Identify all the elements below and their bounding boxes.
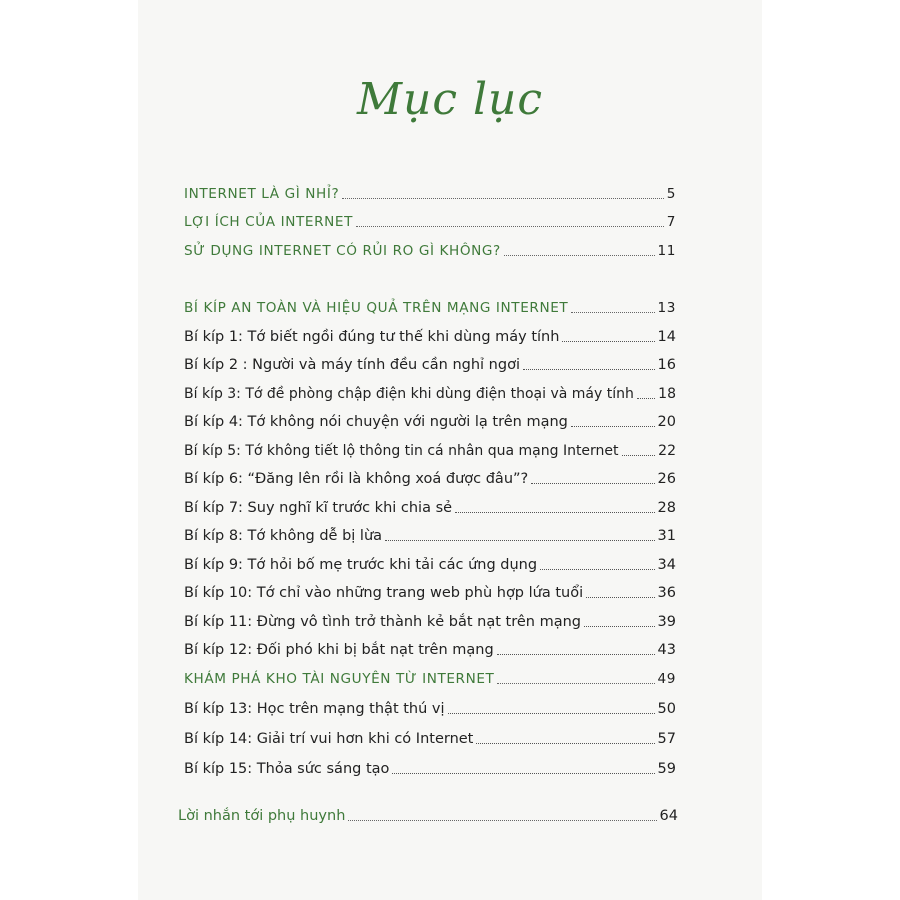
toc-entry-label: Bí kíp 10: Tớ chỉ vào những trang web phù hợp lứa tuổi xyxy=(184,585,584,601)
dot-leader xyxy=(497,654,655,655)
dot-leader xyxy=(476,743,654,744)
toc-entry-bi-kip-15[interactable] xyxy=(184,757,676,779)
toc-entry-page: 31 xyxy=(657,528,676,544)
toc-entry-page: 5 xyxy=(666,186,676,202)
toc-entry-bi-kip-5[interactable] xyxy=(184,439,676,461)
dot-leader xyxy=(392,773,654,774)
toc-entry-page: 50 xyxy=(657,701,676,717)
toc-entry-label: SỬ DỤNG INTERNET CÓ RỦI RO GÌ KHÔNG? xyxy=(184,243,501,259)
toc-entry-page: 34 xyxy=(657,557,676,573)
dot-leader xyxy=(571,426,655,427)
toc-entry-label: Bí kíp 13: Học trên mạng thật thú vị xyxy=(184,701,445,717)
dot-leader xyxy=(540,569,654,570)
toc-entry-page: 7 xyxy=(666,214,676,230)
toc-entry-internet-la-gi[interactable] xyxy=(184,182,676,204)
toc-entry-page: 43 xyxy=(657,642,676,658)
toc-entry-bi-kip-2[interactable] xyxy=(184,353,676,375)
toc-entry-label: Bí kíp 14: Giải trí vui hơn khi có Internet xyxy=(184,731,474,747)
toc-entry-bi-kip-7[interactable] xyxy=(184,496,676,518)
toc-entry-loi-ich[interactable] xyxy=(184,210,676,232)
toc-entry-page: 59 xyxy=(657,761,676,777)
toc-entry-label: Lời nhắn tới phụ huynh xyxy=(178,808,346,824)
toc-entry-bi-kip-9[interactable] xyxy=(184,553,676,575)
dot-leader xyxy=(622,455,656,456)
toc-entry-label: Bí kíp 15: Thỏa sức sáng tạo xyxy=(184,761,390,777)
toc-entry-page: 28 xyxy=(657,500,676,516)
toc-entry-rui-ro[interactable] xyxy=(184,239,676,261)
toc-entry-bi-kip-12[interactable] xyxy=(184,638,676,660)
toc-entry-label: Bí kíp 2 : Người và máy tính đều cần nghỉ ngơi xyxy=(184,357,520,373)
book-page xyxy=(138,0,762,900)
toc-entry-label: Bí kíp 7: Suy nghĩ kĩ trước khi chia sẻ xyxy=(184,500,453,516)
dot-leader xyxy=(504,255,655,256)
toc-entry-label: BÍ KÍP AN TOÀN VÀ HIỆU QUẢ TRÊN MẠNG INTERNET xyxy=(184,300,569,316)
toc-entry-bi-kip-14[interactable] xyxy=(184,727,676,749)
page-title: Mục lục xyxy=(356,74,544,125)
toc-entry-page: 26 xyxy=(657,471,676,487)
toc-entry-label: KHÁM PHÁ KHO TÀI NGUYÊN TỪ INTERNET xyxy=(184,671,495,687)
toc-entry-label: Bí kíp 8: Tớ không dễ bị lừa xyxy=(184,528,383,544)
dot-leader xyxy=(385,540,655,541)
toc-entry-page: 64 xyxy=(659,808,678,824)
toc-entry-label: LỢI ÍCH CỦA INTERNET xyxy=(184,214,353,230)
toc-entry-label: Bí kíp 5: Tớ không tiết lộ thông tin cá nhân qua mạng Internet xyxy=(184,443,619,459)
dot-leader xyxy=(342,198,663,199)
toc-entry-loi-nhan[interactable] xyxy=(178,804,678,826)
toc-entry-page: 20 xyxy=(657,414,676,430)
toc-entry-page: 39 xyxy=(657,614,676,630)
toc-entry-page: 36 xyxy=(657,585,676,601)
dot-leader xyxy=(455,512,654,513)
toc-entry-label: Bí kíp 11: Đừng vô tình trở thành kẻ bắt nạt trên mạng xyxy=(184,614,581,630)
toc-entry-page: 14 xyxy=(657,329,676,345)
toc-entry-label: Bí kíp 4: Tớ không nói chuyện với người lạ trên mạng xyxy=(184,414,568,430)
dot-leader xyxy=(523,369,655,370)
toc-entry-label: Bí kíp 3: Tớ đề phòng chập điện khi dùng điện thoại và máy tính xyxy=(184,386,634,402)
toc-entry-label: Bí kíp 6: “Đăng lên rồi là không xoá được đâu”? xyxy=(184,471,529,487)
toc-entry-bi-kip-3[interactable] xyxy=(184,382,676,404)
toc-entry-label: Bí kíp 1: Tớ biết ngồi đúng tư thế khi dùng máy tính xyxy=(184,329,560,345)
dot-leader xyxy=(562,341,654,342)
dot-leader xyxy=(531,483,654,484)
dot-leader xyxy=(584,626,655,627)
toc-entry-kham-pha[interactable] xyxy=(184,667,676,689)
toc-entry-bi-kip-1[interactable] xyxy=(184,325,676,347)
toc-entry-page: 49 xyxy=(657,671,676,687)
dot-leader xyxy=(448,713,655,714)
toc-entry-page: 16 xyxy=(657,357,676,373)
dot-leader xyxy=(586,597,654,598)
toc-entry-label: Bí kíp 9: Tớ hỏi bố mẹ trước khi tải các ứng dụng xyxy=(184,557,538,573)
toc-entry-page: 57 xyxy=(657,731,676,747)
toc-entry-bi-kip-11[interactable] xyxy=(184,610,676,632)
toc-entry-bi-kip-13[interactable] xyxy=(184,697,676,719)
toc-entry-bi-kip-6[interactable] xyxy=(184,467,676,489)
toc-entry-page: 18 xyxy=(658,386,676,402)
toc-entry-label: INTERNET LÀ GÌ NHỈ? xyxy=(184,186,340,202)
toc-entry-label: Bí kíp 12: Đối phó khi bị bắt nạt trên mạng xyxy=(184,642,494,658)
dot-leader xyxy=(637,398,655,399)
toc-entry-page: 11 xyxy=(657,243,676,259)
dot-leader xyxy=(348,820,656,821)
toc-entry-bi-kip-an-toan[interactable] xyxy=(184,296,676,318)
dot-leader xyxy=(571,312,654,313)
dot-leader xyxy=(356,226,664,227)
toc-entry-bi-kip-10[interactable] xyxy=(184,581,676,603)
dot-leader xyxy=(497,683,654,684)
toc-entry-bi-kip-4[interactable] xyxy=(184,410,676,432)
toc-entry-page: 22 xyxy=(658,443,676,459)
toc-entry-page: 13 xyxy=(657,300,676,316)
toc-entry-bi-kip-8[interactable] xyxy=(184,524,676,546)
